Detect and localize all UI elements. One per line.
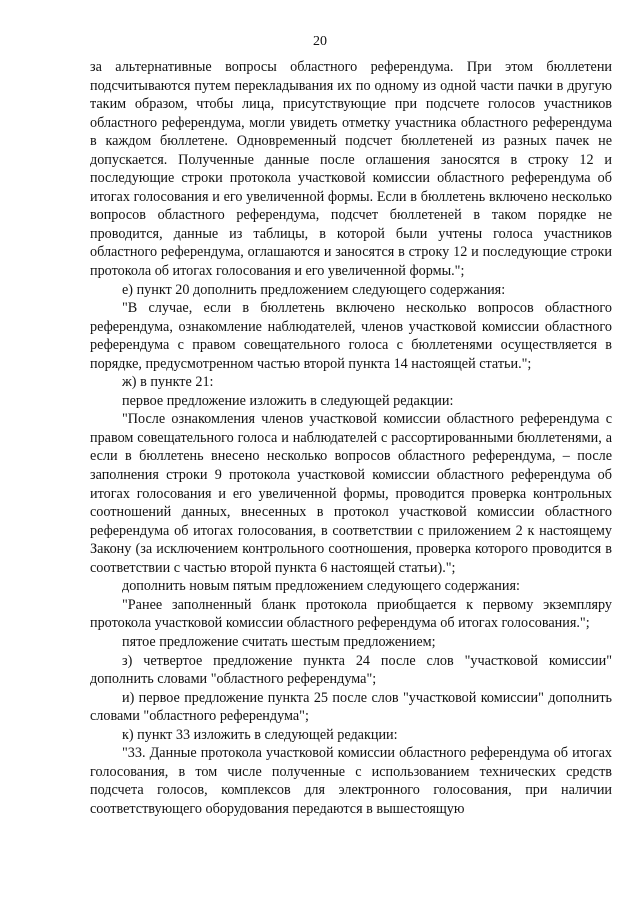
paragraph-quote-fifth-sentence: "Ранее заполненный бланк протокола приобщается к первому экземпляру протокола участковой комиссии областного референдума об итогах голосования."; <box>90 596 612 632</box>
document-body <box>90 58 612 818</box>
paragraph-continuation: за альтернативные вопросы областного референдума. При этом бюллетени подсчитываются путем перекладывания их по одному из одной части пачки в другую таким образом, чтобы лица, присутствующие при подсчете голосов участников областного референдума, могли увидеть отметку участника областного референдума в каждом бюллетене. Одновременный подсчет бюллетеней из разных пачек не допускается. Полученные данные после оглашения заносятся в строку 12 и последующие строки протокола участковой комиссии областного референдума об итогах голосования и его увеличенной формы. Если в бюллетень включено несколько вопросов областного референдума, подсчет бюллетеней в таком порядке не проводится, данные из таблицы, в которой были учтены голоса участников областного референдума, оглашаются и заносятся в строку 12 и последующие строки протокола об итогах голосования и его увеличенной формы."; <box>90 59 612 280</box>
paragraph-add-fifth-sentence: дополнить новым пятым предложением следующего содержания: <box>122 578 520 595</box>
paragraph-item-e: е) пункт 20 дополнить предложением следующего содержания: <box>122 281 506 298</box>
paragraph-renumber-sentence: пятое предложение считать шестым предложением; <box>122 633 436 650</box>
paragraph-item-z: з) четвертое предложение пункта 24 после слов "участковой комиссии" дополнить словами "областного референдума"; <box>90 652 612 688</box>
page-number: 20 <box>313 34 327 49</box>
paragraph-quote-point-20: "В случае, если в бюллетень включено несколько вопросов областного референдума, ознакомление наблюдателей, членов участковой комиссии областного референдума с правом совещательного голоса с бюллетенями осуществляется в порядке, предусмотренном частью второй пункта 14 настоящей статьи."; <box>90 300 612 372</box>
paragraph-item-k: к) пункт 33 изложить в следующей редакции: <box>122 726 398 743</box>
paragraph-item-zh: ж) в пункте 21: <box>122 374 214 391</box>
paragraph-first-sentence: первое предложение изложить в следующей редакции: <box>122 392 454 409</box>
paragraph-quote-point-33: "33. Данные протокола участковой комиссии областного референдума об итогах голосования, в том числе полученные с использованием технических средств подсчета голосов, комплексов для электронного голосования, при наличии соответствующего оборудования передаются в вышестоящую <box>90 745 612 817</box>
paragraph-quote-point-21: "После ознакомления членов участковой комиссии областного референдума с правом совещательного голоса и наблюдателей с рассортированными бюллетенями, а если в бюллетень внесено несколько вопросов областного референдума, – после заполнения строки 9 протокола участковой комиссии областного референдума об итогах голосования и его увеличенной формы, проводится проверка контрольных соотношений данных, внесенных в протокол участковой комиссии областного референдума об итогах голосования, в соответствии с приложением 2 к настоящему Закону (за исключением контрольного соотношения, проверка которого проводится в соответствии с частью второй пункта 6 настоящей статьи)."; <box>90 411 612 576</box>
paragraph-item-i: и) первое предложение пункта 25 после слов "участковой комиссии" дополнить словами "областного референдума"; <box>90 689 612 725</box>
